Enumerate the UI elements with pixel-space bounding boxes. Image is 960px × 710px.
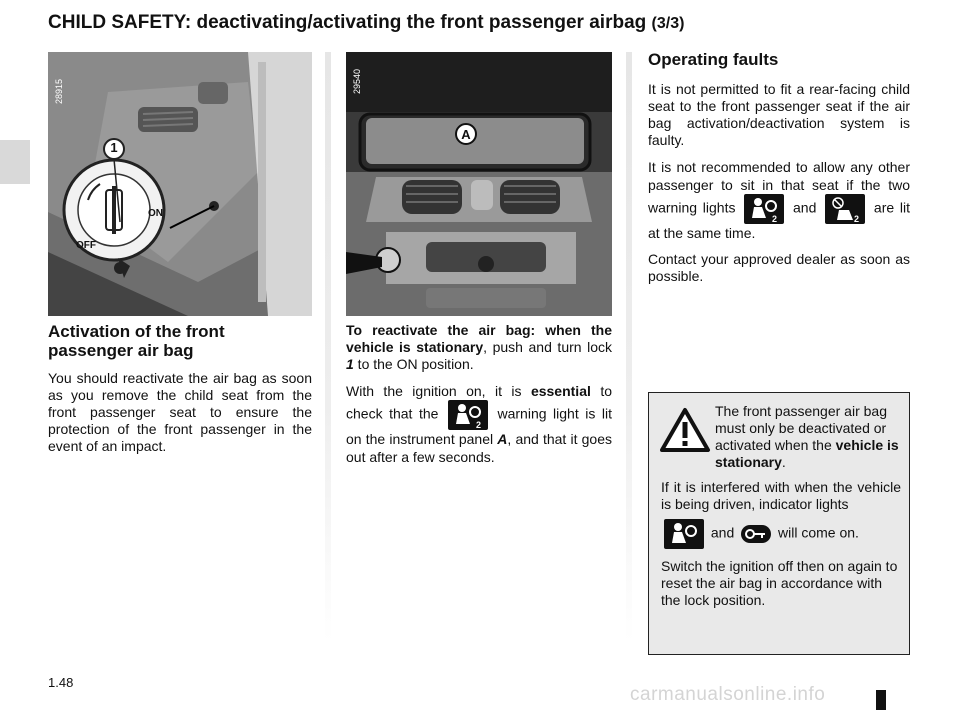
warning-text-end: . bbox=[781, 454, 786, 470]
warning-triangle-icon bbox=[659, 407, 711, 453]
warning-bold: vehicle is stationary bbox=[715, 437, 899, 470]
indicator-end-text: will come on. bbox=[774, 524, 859, 541]
warning-text-a: The front passenger air bag must only be deactivated or activated when the bbox=[715, 403, 887, 453]
airbag-on-icon bbox=[744, 194, 784, 224]
reactivate-paragraph bbox=[346, 322, 612, 373]
essential-bold: essential bbox=[530, 383, 591, 399]
ignition-text-c: warning light is lit on the instrument panel bbox=[346, 405, 612, 447]
ignition-text-d: , and that it goes out after a few seconds. bbox=[346, 431, 612, 465]
svg-text:2: 2 bbox=[854, 214, 860, 224]
section-tab-marker bbox=[0, 140, 30, 184]
ignition-paragraph bbox=[346, 382, 612, 466]
warning-reset-text: Switch the ignition off then on again to reset the air bag in accordance with the lock position. bbox=[661, 558, 898, 608]
dashboard-photo bbox=[346, 52, 612, 316]
callout-1: 1 bbox=[110, 140, 118, 155]
operating-faults-heading: Operating faults bbox=[648, 50, 779, 69]
reactivate-bold: To reactivate the air bag: when the vehicle is stationary bbox=[346, 322, 612, 355]
reactivate-text-a: , push and turn lock bbox=[483, 339, 613, 355]
warning-interfered-text: If it is interfered with when the vehicle is being driven, indicator lights bbox=[661, 479, 901, 512]
faults-text-b: are lit at the same time. bbox=[648, 199, 911, 241]
switch-off-label: OFF bbox=[76, 240, 96, 251]
column-divider-1 bbox=[325, 52, 331, 642]
airbag-off-icon bbox=[825, 194, 865, 224]
lock-switch-photo bbox=[48, 52, 312, 316]
figure-code-left: 28915 bbox=[54, 78, 64, 104]
corner-mark bbox=[876, 690, 886, 710]
warning-box bbox=[648, 392, 910, 655]
panel-letter: A bbox=[497, 431, 508, 447]
lock-number: 1 bbox=[346, 356, 354, 372]
faults-paragraph-3: Contact your approved dealer as soon as possible. bbox=[648, 251, 910, 284]
operating-faults-section bbox=[648, 50, 910, 294]
page-title bbox=[48, 12, 684, 34]
faults-and-text: and bbox=[787, 199, 823, 216]
airbag-indicator-icon bbox=[664, 519, 704, 549]
ignition-text-b: to check that the bbox=[346, 383, 612, 422]
svg-text:2: 2 bbox=[772, 214, 778, 224]
ignition-text-a: With the ignition on, it is bbox=[346, 383, 531, 399]
column-divider-2 bbox=[626, 52, 632, 642]
warning-paragraph-1 bbox=[715, 403, 901, 471]
indicator-lights-line bbox=[661, 519, 901, 549]
page-number: 1.48 bbox=[48, 675, 74, 690]
activation-body: You should reactivate the air bag as soon as you remove the child seat from the front passenger seat to ensure the protection of the front passenger in the event of an impact. bbox=[48, 370, 312, 454]
watermark: carmanualsonline.info bbox=[630, 684, 826, 705]
airbag-passenger-icon bbox=[448, 400, 488, 430]
indicator-and-text: and bbox=[707, 524, 739, 541]
svg-text:2: 2 bbox=[475, 420, 481, 430]
activation-section bbox=[48, 322, 312, 464]
reactivate-section bbox=[346, 322, 612, 475]
warning-paragraph-2 bbox=[661, 479, 901, 618]
switch-on-label: ON bbox=[148, 208, 163, 219]
activation-heading: Activation of the front passenger air bag bbox=[48, 322, 225, 360]
page-title-text: CHILD SAFETY: deactivating/activating the front passenger airbag bbox=[48, 12, 647, 33]
page-title-part: (3/3) bbox=[651, 15, 685, 32]
faults-text-a: It is not recommended to allow any other passenger to sit in that seat if the two warning lights bbox=[648, 159, 910, 216]
figure-code-middle: 29540 bbox=[352, 68, 362, 94]
reactivate-text-b: to the ON position. bbox=[353, 356, 474, 372]
callout-a: A bbox=[461, 127, 471, 142]
faults-paragraph-1: It is not permitted to fit a rear-facing child seat to the front passenger seat if the air bag activation/deactivation system is faulty. bbox=[648, 81, 910, 148]
key-indicator-icon bbox=[741, 525, 771, 543]
faults-paragraph-2 bbox=[648, 158, 910, 242]
